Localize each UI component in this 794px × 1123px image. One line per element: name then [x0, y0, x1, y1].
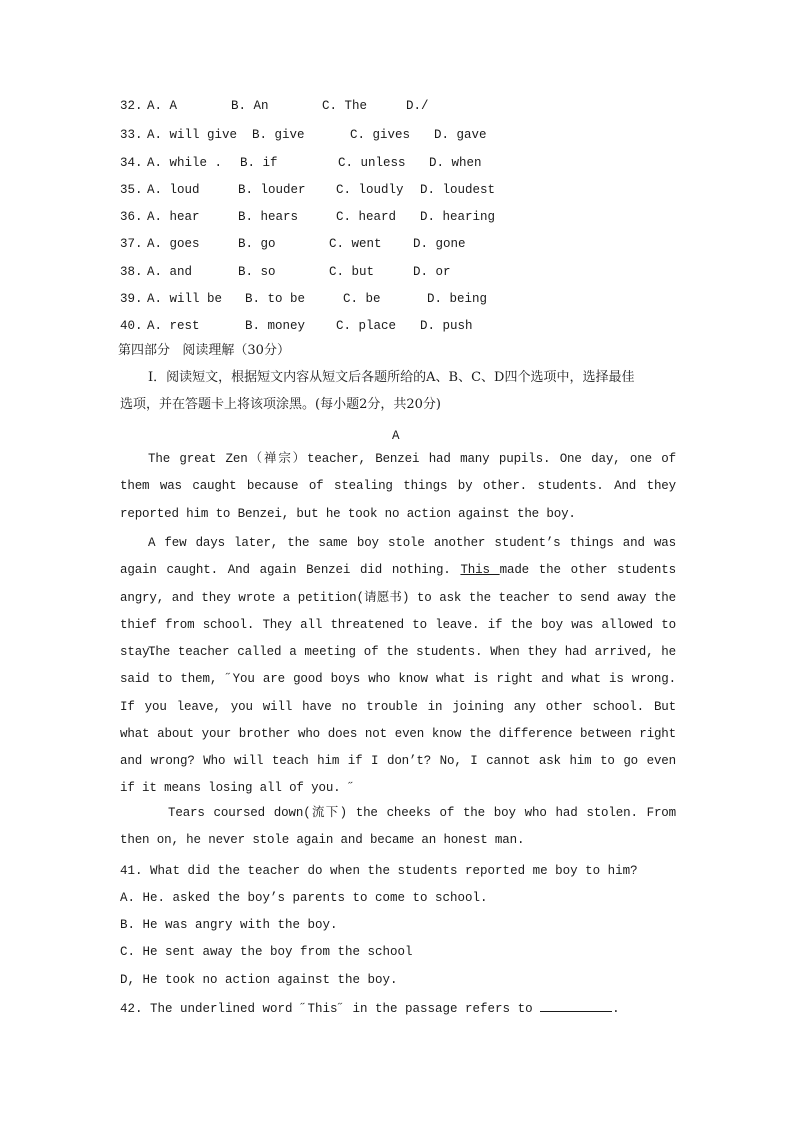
question-number: 39. [120, 292, 143, 306]
option-a: A. rest [147, 319, 200, 333]
question-number: 34. [120, 156, 143, 170]
option-a: A. will give [147, 128, 238, 142]
instruction-line-2: 选项，并在答题卡上将该项涂黑。(每小题2分，共20分) [120, 397, 441, 412]
underlined-word-this: This [460, 563, 500, 578]
option-b: B. go [238, 237, 276, 251]
option-c: C. loudly [336, 183, 404, 197]
option-a: A. and [147, 265, 193, 279]
question-number: 37. [120, 237, 143, 251]
option-a: A. loud [147, 183, 200, 197]
question-number: 36. [120, 210, 143, 224]
p2-text-after: made the other students angry, and they wrote a petition(请愿书) to ask the teacher to send away the thief from school. They all threatened to leave. if the boy was allowed to stay. [120, 563, 676, 660]
option-b: B. to be [245, 292, 306, 306]
option-c: C. heard [336, 210, 397, 224]
option-d: D. loudest [420, 183, 496, 197]
instruction-line-1: I．阅读短文，根据短文内容从短文后各题所给的A、B、C、D四个选项中，选择最佳 [148, 370, 635, 385]
option-a: A. hear [147, 210, 200, 224]
p2-text-before: A few days later, the same boy stole another student’s things and was again caught. And again Benzei did nothing. [120, 536, 676, 578]
option-d: D. being [427, 292, 488, 306]
answer-blank [540, 999, 612, 1012]
q41-option-d: D, He took no action against the boy. [120, 973, 398, 987]
passage-paragraph-3: The teacher called a meeting of the students. When they had arrived, he said to them, ˝You are good boys who know what is right and what is wrong. If you leave, you will have no trouble in joining any other school. But what about your brother who does not even know the difference between right and wrong? Who will teach him if I don’t? No, I cannot ask him to go even if it means losing all of you. ˝ [120, 645, 676, 796]
option-d: D. gave [434, 128, 487, 142]
option-b: B. hears [238, 210, 299, 224]
option-a: A. A [147, 99, 178, 113]
option-c: C. went [329, 237, 382, 251]
q41-option-c: C. He sent away the boy from the school [120, 945, 413, 959]
section-title: 第四部分 阅读理解（30分） [118, 343, 290, 358]
question-41-stem: 41. What did the teacher do when the students reported me boy to him? [120, 864, 638, 878]
option-b: B. if [240, 156, 278, 170]
question-number: 32. [120, 99, 143, 113]
q42-stem-text: 42. The underlined word ˝This˝ in the passage refers to [120, 1002, 533, 1016]
option-b: B. so [238, 265, 276, 279]
question-number: 33. [120, 128, 143, 142]
option-a: A. while . [147, 156, 223, 170]
option-a: A. goes [147, 237, 200, 251]
passage-paragraph-1: The great Zen（禅宗）teacher, Benzei had many pupils. One day, one of them was caught because of stealing things by other. students. And they reported him to Benzei, but he took no action against the boy. [120, 452, 676, 521]
option-b: B. money [245, 319, 306, 333]
question-42-stem [120, 999, 620, 1017]
option-d: D. gone [413, 237, 466, 251]
option-c: C. place [336, 319, 397, 333]
option-b: B. louder [238, 183, 306, 197]
option-b: B. give [252, 128, 305, 142]
option-d: D. hearing [420, 210, 496, 224]
option-c: C. gives [350, 128, 411, 142]
option-b: B. An [231, 99, 269, 113]
option-d: D. when [429, 156, 482, 170]
passage-paragraph-4: Tears coursed down(流下) the cheeks of the boy who had stolen. From then on, he never stole again and became an honest man. [120, 806, 676, 848]
option-c: C. unless [338, 156, 406, 170]
q41-option-b: B. He was angry with the boy. [120, 918, 338, 932]
option-a: A. will be [147, 292, 223, 306]
option-d: D./ [406, 99, 429, 113]
option-c: C. be [343, 292, 381, 306]
q41-option-a: A. He. asked the boy’s parents to come to school. [120, 891, 488, 905]
option-d: D. push [420, 319, 473, 333]
option-c: C. but [329, 265, 375, 279]
question-number: 40. [120, 319, 143, 333]
question-number: 38. [120, 265, 143, 279]
option-d: D. or [413, 265, 451, 279]
question-number: 35. [120, 183, 143, 197]
q42-stem-end: . [612, 1002, 620, 1016]
passage-label: A [392, 429, 400, 443]
option-c: C. The [322, 99, 368, 113]
